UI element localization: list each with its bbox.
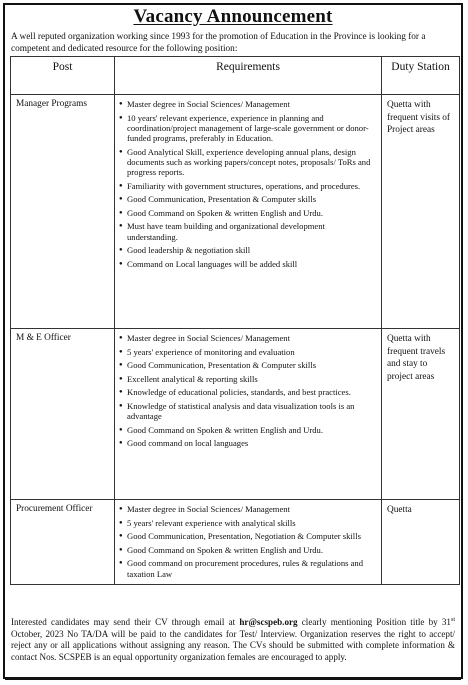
requirements-list: [119, 99, 377, 269]
email-link[interactable]: hr@scspeb.org: [239, 617, 298, 627]
requirements-cell: [115, 500, 382, 585]
application-instructions: [11, 617, 455, 664]
requirements-cell: [115, 95, 382, 329]
requirement-item: ● Good Command on Spoken & written English and Urdu.: [119, 208, 377, 218]
requirement-item: ● Master degree in Social Sciences/ Management: [119, 504, 377, 514]
requirement-item: ● Good Command on Spoken & written English and Urdu.: [119, 425, 377, 435]
requirement-item: ● Master degree in Social Sciences/ Management: [119, 99, 377, 109]
requirement-item: ● Good Communication, Presentation & Computer skills: [119, 360, 377, 370]
requirement-item: ● Knowledge of statistical analysis and data visualization tools is an advantage: [119, 401, 377, 421]
date-suffix: st: [450, 616, 455, 623]
header-duty-station: Duty Station: [382, 57, 460, 95]
requirements-list: [119, 333, 377, 449]
requirement-item: ● Good Communication, Presentation, Negotiation & Computer skills: [119, 531, 377, 541]
table-header-row: [11, 57, 460, 95]
table-row: [11, 95, 460, 329]
duty-station: Quetta: [382, 500, 460, 585]
table-row: [11, 329, 460, 500]
requirement-item: ● Good leadership & negotiation skill: [119, 245, 377, 255]
duty-station: Quetta with frequent travels and stay to project areas: [382, 329, 460, 500]
requirement-item: ● Good Command on Spoken & written English and Urdu.: [119, 545, 377, 555]
requirement-item: ● Command on Local languages will be added skill: [119, 259, 377, 269]
bottom-divider: [5, 679, 461, 680]
requirement-item: ● 5 years' relevant experience with analytical skills: [119, 518, 377, 528]
footer-text-3: October, 2023 No TA/DA will be paid to the candidates for Test/ Interview. Organization reserves the right to accept/ reject any or all applications without assigning any reason. The CVs should be submitted with complete information & contact Nos. SCSPEB is an equal opportunity organization females are encouraged to apply.: [11, 628, 455, 663]
requirement-item: ● Good Analytical Skill, experience developing annual plans, design documents such as working papers/concept notes, proposals/ ToRs and progress reports.: [119, 147, 377, 178]
requirement-item: ● 10 years' relevant experience, experience in planning and coordination/project management of large-scale government or donor-funded programs, preferably in Education.: [119, 113, 377, 144]
requirement-item: ● Must have team building and organizational development understanding.: [119, 221, 377, 241]
header-requirements: Requirements: [115, 57, 382, 95]
requirement-item: ● Good command on local languages: [119, 438, 377, 448]
duty-station: Quetta with frequent visits of Project areas: [382, 95, 460, 329]
requirement-item: ● 5 years' experience of monitoring and evaluation: [119, 347, 377, 357]
vacancy-table: [10, 56, 460, 585]
advertisement-frame: [3, 3, 463, 679]
header-post: Post: [11, 57, 115, 95]
requirement-item: ● Knowledge of educational policies, standards, and best practices.: [119, 387, 377, 397]
table-body: [11, 95, 460, 585]
intro-paragraph: A well reputed organization working since 1993 for the promotion of Education in the Province is looking for a competent and dedicated resource for the following position:: [11, 32, 426, 54]
post-title: Procurement Officer: [11, 500, 115, 585]
footer-text-2: clearly mentioning Position title by 31: [297, 617, 451, 627]
requirements-cell: [115, 329, 382, 500]
footer-text-1: Interested candidates may send their CV through email at: [11, 617, 240, 627]
requirements-list: [119, 504, 377, 579]
page-title: Vacancy Announcement: [133, 6, 333, 27]
requirement-item: ● Excellent analytical & reporting skills: [119, 374, 377, 384]
post-title: Manager Programs: [11, 95, 115, 329]
requirement-item: ● Master degree in Social Sciences/ Management: [119, 333, 377, 343]
table-row: [11, 500, 460, 585]
requirement-item: ● Familiarity with government structures, operations, and procedures.: [119, 181, 377, 191]
post-title: M & E Officer: [11, 329, 115, 500]
requirement-item: ● Good command on procurement procedures, rules & regulations and taxation Law: [119, 558, 377, 578]
requirement-item: ● Good Communication, Presentation & Computer skills: [119, 194, 377, 204]
